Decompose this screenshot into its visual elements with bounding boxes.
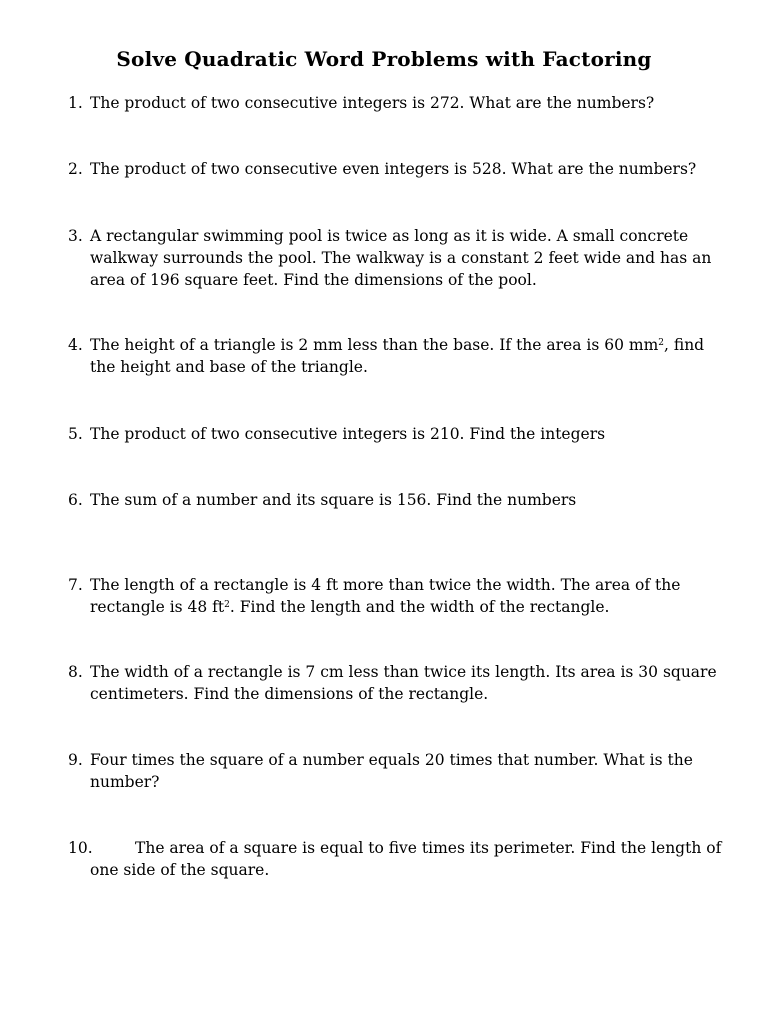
problem-text-part: . Find the length and the width of the rectangle. (229, 598, 610, 616)
problem-number: 1. (68, 94, 83, 112)
problem-number: 9. (68, 751, 83, 769)
page-title: Solve Quadratic Word Problems with Factoring (116, 47, 652, 71)
problem-10 (68, 837, 728, 881)
problem-8 (68, 661, 728, 705)
problem-text: Four times the square of a number equals 20 times that number. What is the number? (90, 751, 693, 791)
problem-4 (68, 334, 728, 378)
problem-number: 7. (68, 576, 83, 594)
problem-1 (68, 92, 728, 114)
problem-9 (68, 749, 728, 793)
problem-text-part: The height of a triangle is 2 mm less than the base. If the area is 60 mm (90, 336, 659, 354)
problem-text: The sum of a number and its square is 156. Find the numbers (90, 491, 577, 509)
problem-3 (68, 225, 728, 291)
problem-2 (68, 158, 728, 180)
problem-number: 4. (68, 336, 83, 354)
problem-text (68, 334, 728, 378)
problem-number: 6. (68, 491, 83, 509)
problem-6 (68, 489, 728, 511)
superscript: 2 (658, 338, 664, 348)
problem-number: 2. (68, 160, 83, 178)
problem-number: 5. (68, 425, 83, 443)
problem-text: The product of two consecutive integers is 210. Find the integers (90, 425, 606, 443)
problem-text-part: The length of a rectangle is 4 ft more than twice the width. The area of the rectangle is 48 ft (90, 576, 681, 616)
problem-text: The product of two consecutive even integers is 528. What are the numbers? (90, 160, 697, 178)
problem-5 (68, 423, 728, 445)
problem-number: 8. (68, 663, 83, 681)
problem-number: 3. (68, 227, 83, 245)
problem-number: 10. (68, 839, 93, 857)
problem-text: A rectangular swimming pool is twice as long as it is wide. A small concrete walkway surrounds the pool. The walkway is a constant 2 feet wide and has an area of 196 square feet. Find the dimensions of the pool. (90, 227, 712, 289)
problem-7 (68, 574, 728, 618)
problem-text-part: , find the height and base of the triangle. (90, 336, 705, 376)
problem-text: The width of a rectangle is 7 cm less than twice its length. Its area is 30 square centimeters. Find the dimensions of the rectangle. (90, 663, 717, 703)
problem-text: The area of a square is equal to five times its perimeter. Find the length of one side of the square. (90, 839, 722, 879)
problem-text: The product of two consecutive integers is 272. What are the numbers? (90, 94, 655, 112)
superscript: 2 (224, 600, 230, 610)
problem-text (68, 574, 728, 618)
